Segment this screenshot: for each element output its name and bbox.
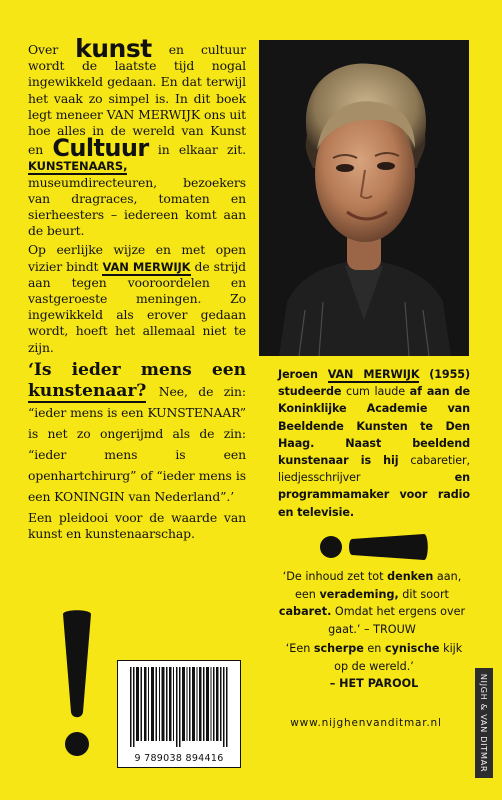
quote-source: – TROUW xyxy=(364,622,416,636)
blurb-text: Op eerlijke wijze en met open vizier bindt xyxy=(28,242,246,274)
quote-text: Omdat het ergens over gaat.’ xyxy=(328,605,466,636)
author-bio xyxy=(278,366,470,521)
isbn-number: 9 789038 894416 xyxy=(134,753,224,764)
bio-year: (1955) xyxy=(429,368,470,381)
author-name: VAN MERWIJK xyxy=(327,368,420,381)
quote-text: ‘Een xyxy=(285,642,311,655)
blurb-text: de strijd aan tegen vooroordelen en vastgeroeste meningen. Zo ingewikkeld als erover gedaan wordt, hoeft het allemaal niet te zijn. xyxy=(28,258,247,355)
bio-text: voor radio en televisie. xyxy=(278,488,470,519)
bio-text: cabaretier, liedjesschrijver xyxy=(278,454,470,485)
exclamation-mark-icon xyxy=(318,530,430,564)
bio-text: af aan de Koninklijke Academie van Beeldende Kunsten te Den Haag. Naast beeldend kunstenaar is hij xyxy=(278,385,470,468)
blurb-paragraph-2 xyxy=(28,242,246,355)
quote-text: dit soort xyxy=(402,587,449,601)
quote-source: – HET PAROOL xyxy=(329,677,419,690)
bio-text: en programmamaker xyxy=(278,471,470,502)
blurb-text: en cultuur wordt de laatste tijd nogal ingewikkeld gedaan. En dat terwijl het vaak zo simpel is. In dit boek legt meneer VAN MERWIJK ons uit hoe alles in de wereld van Kunst en xyxy=(28,42,247,158)
barcode-bars xyxy=(130,667,228,747)
blurb-quote-heading xyxy=(28,360,246,507)
publisher-name: NIJGH & VAN DITMAR xyxy=(479,673,489,773)
quote-emph: verademing, xyxy=(319,587,399,601)
publisher-website: www.nijghenvanditmar.nl xyxy=(290,717,442,729)
quote-rest: Nee, de zin: “ieder mens is een KUNSTENAAR” is net zo ongerijmd als de zin: “ieder mens is een openhartchirurg” of “ieder mens is een KONINGIN van Nederland”.’ xyxy=(28,383,246,504)
bio-text: cum laude xyxy=(346,385,406,399)
quote-text: kijk op de wereld.’ xyxy=(334,642,463,673)
underlined-kunstenaars: KUNSTENAARS, xyxy=(28,159,128,174)
quote-heading-text: ‘Is ieder mens een xyxy=(28,359,246,380)
blurb-text: in elkaar zit. xyxy=(157,142,246,158)
quote-text: ‘De inhoud zet tot xyxy=(282,570,384,583)
big-word-cultuur: Cultuur xyxy=(52,134,149,163)
blurb-paragraph-1 xyxy=(28,34,247,239)
underlined-van-merwijk: VAN MERWIJK xyxy=(102,259,191,274)
bio-text: studeerde xyxy=(278,385,342,399)
barcode xyxy=(117,660,241,768)
blurb-text: museumdirecteuren, bezoekers van dragraces, tomaten en sierheesters – iedereen komt aan de beurt. xyxy=(28,174,246,239)
blurb-paragraph-4: Een pleidooi voor de waarde van kunst en kunstenaarschap. xyxy=(28,509,246,542)
exclamation-mark-icon xyxy=(60,608,94,760)
bio-text: Jeroen xyxy=(278,368,318,381)
author-portrait xyxy=(259,40,469,356)
review-quote-parool xyxy=(278,640,470,693)
quote-text: en xyxy=(367,642,382,655)
quote-emph: scherpe xyxy=(313,642,364,655)
blurb-text: Over xyxy=(28,42,59,57)
quote-emph: denken xyxy=(387,570,434,583)
quote-emph: cynische xyxy=(384,642,440,655)
author-photo xyxy=(259,40,469,356)
quote-emph: cabaret. xyxy=(278,605,332,618)
publisher-spine-label xyxy=(475,668,493,778)
underlined-kunstenaar: kunstenaar? xyxy=(28,380,147,401)
quote-text: aan, een xyxy=(295,570,462,601)
big-word-kunst: kunst xyxy=(75,34,152,63)
blurb-column xyxy=(28,34,247,545)
review-quote-trouw xyxy=(272,568,472,638)
